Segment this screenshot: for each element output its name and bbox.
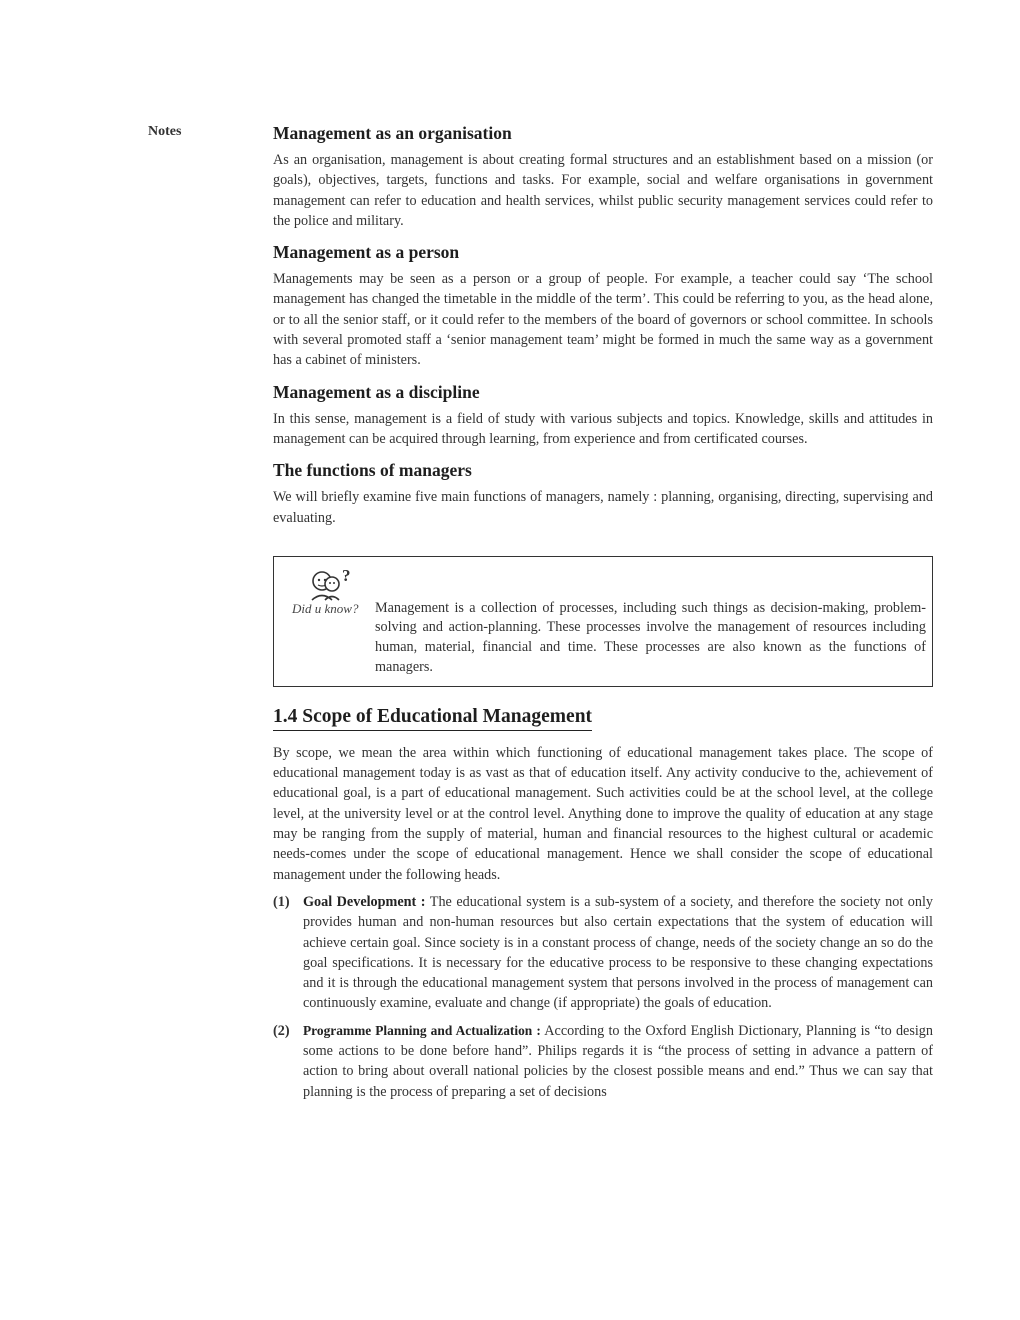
list-item-body (303, 892, 933, 1014)
list-item (273, 892, 933, 1014)
section-heading: Management as a discipline (273, 381, 480, 402)
did-you-know-box (273, 556, 933, 687)
margin-notes-label: Notes (148, 124, 182, 139)
thinking-faces-icon (308, 567, 356, 601)
did-you-know-text: Management is a collection of processes, including such things as decision-making, problem-solving and action-planning. These processes involve the management of resources including human, material, financial and time. These processes are also known as the functions of managers. (375, 599, 926, 675)
section-organisation (273, 122, 933, 231)
section-heading: Management as an organisation (273, 123, 512, 143)
section-heading: The functions of managers (273, 460, 472, 481)
section-heading: Management as a person (273, 242, 460, 263)
page-content (273, 122, 933, 1102)
section-functions (273, 459, 933, 528)
list-item-number: (2) (273, 1022, 290, 1039)
section-body: We will briefly examine five main functions of managers, namely : planning, organising, directing, supervising and evaluating. (273, 489, 933, 526)
list-item (273, 1021, 933, 1102)
list-item-title: Goal Development : (303, 893, 426, 910)
scope-intro-paragraph: By scope, we mean the area within which functioning of educational management takes place. The scope of educational management today is as vast as that of education itself. Any activity conducive to the, achievement of educational goal, is a part of educational management. Such activities could be at the school level, at the college level, at the university level or at the control level. Anything done to improve the quality of education at any stage may be ranging from the supply of material, human and financial resources to the highest cultural or academic needs-comes under the scope of educational management. Hence we shall consider the scope of educational management under the following heads. (273, 744, 933, 883)
scope-section-heading: 1.4 Scope of Educational Management (273, 705, 592, 731)
list-item-title: Programme Planning and Actualization : (303, 1022, 541, 1038)
section-body: As an organisation, management is about creating formal structures and an establishment based on a mission (or goals), objectives, targets, functions and tasks. For example, social and welfare organisations in government management can refer to education and health services, whilst public security management services could refer to the police and military. (273, 152, 933, 229)
svg-text:?: ? (342, 566, 351, 585)
did-you-know-label: Did u know? (292, 600, 359, 616)
list-item-body (303, 1021, 933, 1102)
section-person (273, 241, 933, 370)
list-item-text: According to the Oxford English Dictionary, Planning is “to design some actions to be done before hand”. Philips regards it is “the process of setting in advance a pattern of action to bring about overall national policies by the closest possible means and end.” Thus we can say that planning is the process of preparing a set of decisions (303, 1022, 933, 1100)
list-item-text: The educational system is a sub-system of a society, and therefore the society not only provides human and non-human resources but also certain expectations that the system of education will achieve certain goal. Since society is in a constant process of change, needs of the society change an so do the goal specifications. It is necessary for the educative process to be responsive to these changing expectations and it is through the educational management system that persons involved in the process of management can continuously examine, evaluate and change (if appropriate) the goals of education. (303, 893, 934, 1012)
section-discipline (273, 381, 933, 450)
section-body: Managements may be seen as a person or a group of people. For example, a teacher could say ‘The school management has changed the timetable in the middle of the term’. This could be referring to you, as the head alone, or to all the senior staff, or it could refer to the members of the board of governors or school committee. In schools with several promoted staff a ‘senior management team’ might be formed in much the same way as a government has a cabinet of ministers. (273, 271, 933, 369)
section-body: In this sense, management is a field of study with various subjects and topics. Knowledge, skills and attitudes in management can be acquired through learning, from experience and from certificated courses. (273, 410, 933, 447)
list-item-number: (1) (273, 893, 290, 910)
